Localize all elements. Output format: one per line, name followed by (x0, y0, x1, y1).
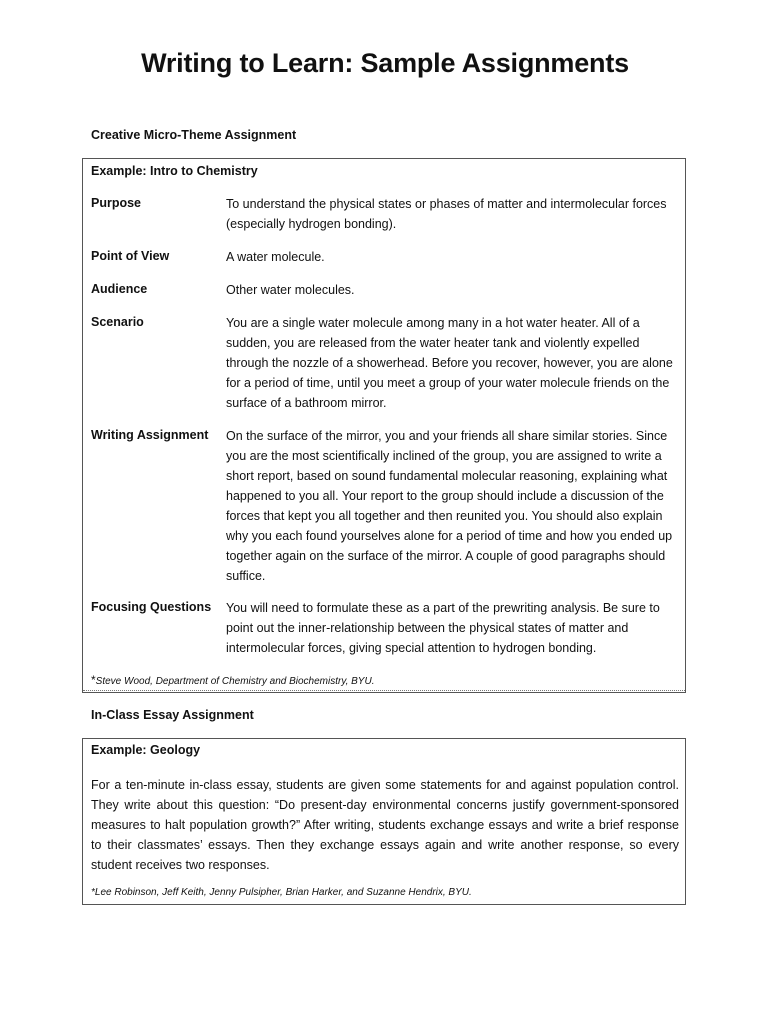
credit-text: Steve Wood, Department of Chemistry and Biochemistry, BYU. (95, 676, 375, 687)
page-title: Writing to Learn: Sample Assignments (141, 48, 629, 78)
row-label-writing-assignment: Writing Assignment (91, 428, 209, 442)
row-label-audience: Audience (91, 282, 148, 296)
in-class-essay-box (82, 738, 686, 905)
row-text-writing-assignment: On the surface of the mirror, you and your friends all share similar stories. Since you are the most scientifically inclined of the group, you are assigned to write a short report, based on sound fundamental molecular reasoning, explaining what happened to you all. Your report to the group should include a discussion of the forces that kept you all together and then reunited you. You should also explain why you each found yourselves alone for a period of time and how you ended up together again on the surface of the mirror. A couple of good paragraphs should suffice. (226, 429, 673, 583)
essay-paragraph: For a ten-minute in-class essay, students are given some statements for and against population control. They write about this question: “Do present-day environmental concerns justify government-sponsored measures to halt population growth?” After writing, students exchange essays and write a brief response to their classmates’ essays. Then they exchange essays again and write another response, so every student receives two responses. (91, 778, 679, 872)
dotted-divider (83, 690, 685, 691)
row-text-point-of-view: A water molecule. (226, 250, 325, 264)
credit-robinson: *Lee Robinson, Jeff Keith, Jenny Pulsipher, Brian Harker, and Suzanne Hendrix, BYU. (91, 887, 472, 898)
section-heading-micro-theme: Creative Micro-Theme Assignment (91, 128, 297, 142)
row-label-scenario: Scenario (91, 315, 144, 329)
row-label-point-of-view: Point of View (91, 249, 170, 263)
example-heading-geology: Example: Geology (91, 743, 201, 757)
row-text-scenario: You are a single water molecule among many in a hot water heater. All of a sudden, you are released from the water heater tank and violently expelled through the nozzle of a showerhead. Before you recover, however, you are alone for a period of time, until you meet a group of your water molecule friends on the surface of a bathroom mirror. (226, 316, 673, 410)
row-label-focusing-questions: Focusing Questions (91, 600, 212, 614)
row-label-purpose: Purpose (91, 196, 142, 210)
row-text-audience: Other water molecules. (226, 283, 355, 297)
row-text-focusing-questions: You will need to formulate these as a part of the prewriting analysis. Be sure to point out the inner-relationship between the physical states of matter and intermolecular forces, giving special attention to hydrogen bonding. (226, 601, 660, 655)
credit-steve-wood (91, 673, 374, 687)
example-heading: Example: Intro to Chemistry (91, 164, 258, 178)
row-text-purpose: To understand the physical states or phases of matter and intermolecular forces (especially hydrogen bonding). (226, 197, 667, 231)
credit-asterisk: * (91, 673, 96, 687)
micro-theme-box (82, 158, 686, 693)
section-heading-in-class-essay: In-Class Essay Assignment (91, 708, 254, 722)
